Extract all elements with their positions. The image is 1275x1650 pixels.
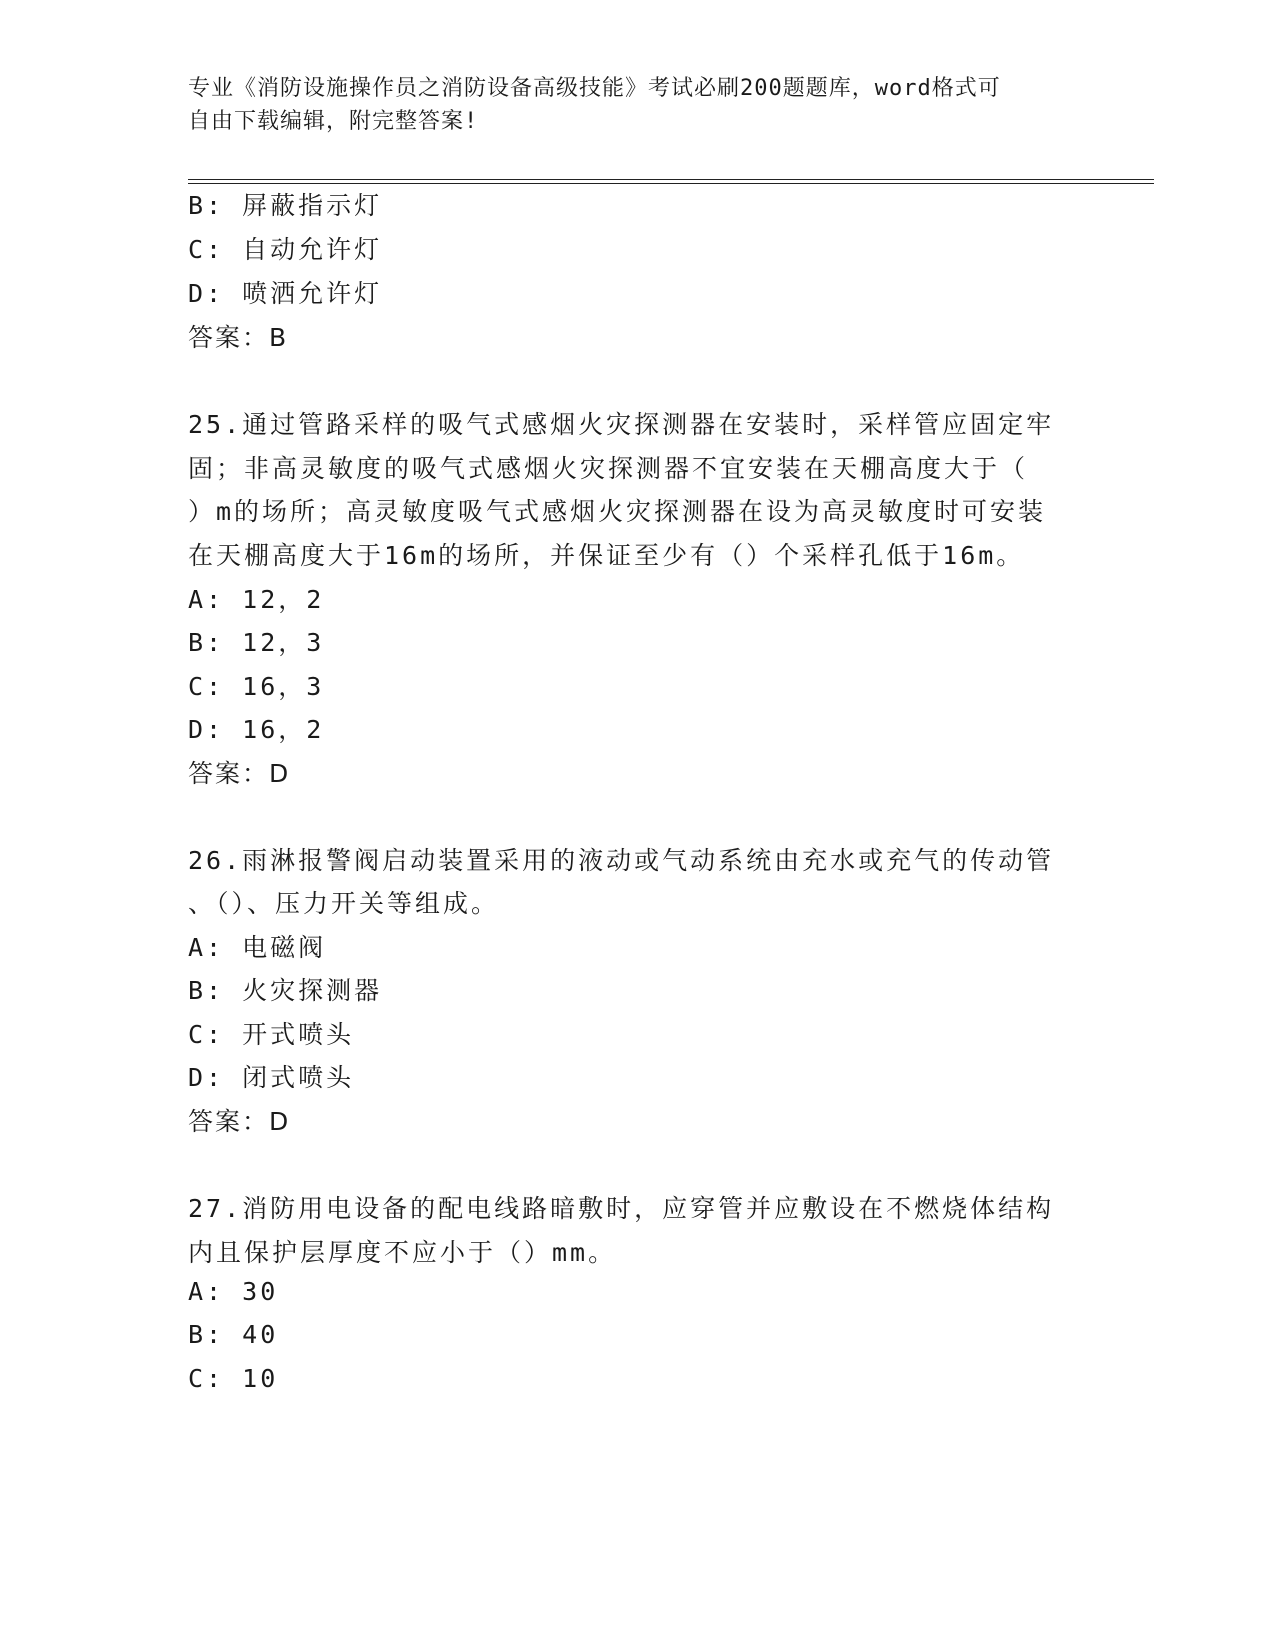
q24-option-b: B: 屏蔽指示灯 <box>188 191 383 220</box>
q26-option-b: B: 火灾探测器 <box>188 976 383 1005</box>
q25-option-d: D: 16，2 <box>188 715 325 744</box>
q25-option-c: C: 16，3 <box>188 672 325 701</box>
q26-answer: 答案：D <box>188 1107 291 1136</box>
q25-stem-line-3: ）m的场所；高灵敏度吸气式感烟火灾探测器在设为高灵敏度时可安装 <box>188 497 1047 526</box>
q25-stem-line-4: 在天棚高度大于16m的场所，并保证至少有（）个采样孔低于16m。 <box>188 541 1025 570</box>
header-divider-top <box>188 179 1154 180</box>
q26-option-d: D: 闭式喷头 <box>188 1063 355 1092</box>
document-header <box>188 72 1088 138</box>
q25-stem-line-2: 固；非高灵敏度的吸气式感烟火灾探测器不宜安装在天棚高度大于（ <box>188 454 1029 483</box>
header-line-1: 专业《消防设施操作员之消防设备高级技能》考试必刷200题题库，word格式可 <box>188 76 1001 101</box>
header-divider-bottom <box>188 183 1154 184</box>
q27-option-a: A: 30 <box>188 1277 279 1306</box>
q26-option-a: A: 电磁阀 <box>188 933 327 962</box>
q25-stem-line-1: 25.通过管路采样的吸气式感烟火灾探测器在安装时，采样管应固定牢 <box>188 410 1055 439</box>
q25-option-a: A: 12，2 <box>188 585 325 614</box>
q24-answer: 答案：B <box>188 323 289 352</box>
q25-option-b: B: 12，3 <box>188 628 325 657</box>
header-line-2: 自由下载编辑，附完整答案! <box>188 109 479 134</box>
q25-answer: 答案：D <box>188 759 291 788</box>
q27-option-b: B: 40 <box>188 1320 279 1349</box>
q27-stem-line-1: 27.消防用电设备的配电线路暗敷时，应穿管并应敷设在不燃烧体结构 <box>188 1194 1055 1223</box>
q27-option-c: C: 10 <box>188 1364 279 1393</box>
q26-option-c: C: 开式喷头 <box>188 1020 355 1049</box>
q26-stem-line-1: 26.雨淋报警阀启动装置采用的液动或气动系统由充水或充气的传动管 <box>188 846 1055 875</box>
q24-option-d: D: 喷洒允许灯 <box>188 279 383 308</box>
q27-stem-line-2: 内且保护层厚度不应小于（）mm。 <box>188 1238 617 1267</box>
q26-stem-line-2: 、（）、压力开关等组成。 <box>188 889 500 918</box>
q24-option-c: C: 自动允许灯 <box>188 235 383 264</box>
